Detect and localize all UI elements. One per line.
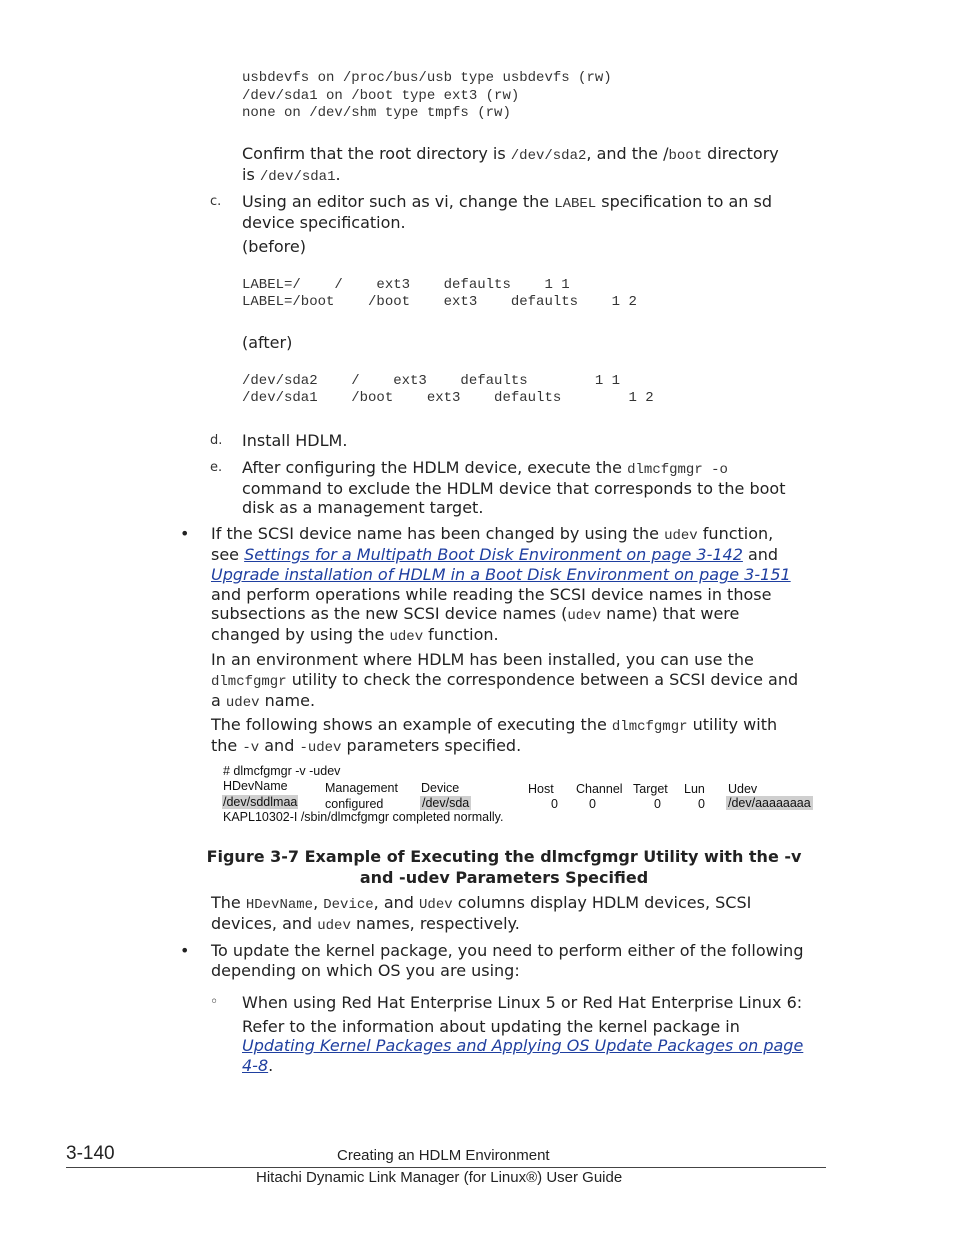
step-c-line2: device specification. <box>242 213 406 232</box>
sub-line2: Refer to the information about updating the kernel package in <box>242 1017 740 1036</box>
footer-divider <box>66 1167 826 1168</box>
inline-code: dlmcfgmgr <box>611 719 688 735</box>
bullet1-para2-line2 <box>211 670 798 692</box>
bullet1-line6 <box>211 625 499 647</box>
step-marker-c: c. <box>210 194 222 209</box>
column-header: Lun <box>684 782 705 796</box>
text: columns display HDLM devices, SCSI <box>452 893 752 912</box>
bullet1-line4: and perform operations while reading the SCSI device names in those <box>211 585 772 604</box>
text: The following shows an example of executing the <box>211 715 612 734</box>
text: . <box>268 1056 274 1075</box>
column-header: Channel <box>576 782 623 796</box>
sub-line3 <box>242 1036 803 1056</box>
code-line: /dev/sda2 / ext3 defaults 1 1 <box>242 373 621 389</box>
text: name. <box>259 691 316 710</box>
inline-code: /dev/sda2 <box>510 148 587 164</box>
sub-line1: When using Red Hat Enterprise Linux 5 or Red Hat Enterprise Linux 6: <box>242 993 803 1012</box>
page-number: 3-140 <box>66 1143 115 1164</box>
text: parameters specified. <box>341 736 522 755</box>
text: After configuring the HDLM device, execute the <box>242 458 628 477</box>
text: Using an editor such as vi, change the <box>242 192 555 211</box>
command-output-screenshot <box>220 762 830 828</box>
table-cell: /dev/sddlmaa <box>223 795 298 809</box>
before-label: (before) <box>242 237 306 256</box>
bullet1-para2-line3 <box>211 691 315 713</box>
text: utility with <box>687 715 778 734</box>
sub-bullet-icon: ◦ <box>210 994 219 1010</box>
code-line: /dev/sda1 on /boot type ext3 (rw) <box>242 88 520 104</box>
code-line: usbdevfs on /proc/bus/usb type usbdevfs (rw) <box>242 70 612 86</box>
text: , <box>313 893 324 912</box>
inline-code: -v <box>242 740 260 756</box>
bullet1-line1 <box>211 524 773 546</box>
inline-code: HDevName <box>245 897 314 913</box>
sub-line4 <box>242 1056 273 1076</box>
table-cell: configured <box>325 797 384 811</box>
text: name) that were <box>600 604 740 623</box>
inline-code: LABEL <box>554 196 597 212</box>
text: utility to check the correspondence between a SCSI device and <box>286 670 799 689</box>
bullet2-line1: To update the kernel package, you need to perform either of the following <box>211 941 804 960</box>
text: Confirm that the root directory is <box>242 144 511 163</box>
column-header: Udev <box>728 782 758 796</box>
text: function. <box>423 625 499 644</box>
text: function, <box>697 524 774 543</box>
step-e-line2: command to exclude the HDLM device that corresponds to the boot <box>242 479 786 498</box>
column-header: HDevName <box>223 779 288 793</box>
bullet1-para3-line2 <box>211 736 521 758</box>
inline-code: udev <box>389 629 424 645</box>
code-line: LABEL=/boot /boot ext3 defaults 1 2 <box>242 294 637 310</box>
link-updating-kernel-packages[interactable]: Updating Kernel Packages and Applying OS Update Packages on page <box>242 1036 804 1055</box>
inline-code: boot <box>668 148 703 164</box>
column-header: Management <box>325 781 398 795</box>
text: is <box>242 165 260 184</box>
text: specification to an sd <box>596 192 772 211</box>
step-c-line1 <box>242 192 772 214</box>
inline-code: udev <box>225 695 260 711</box>
bullet2-line2: depending on which OS you are using: <box>211 961 520 980</box>
step-e-line3: disk as a management target. <box>242 498 484 517</box>
after-figure-line1 <box>211 893 751 915</box>
table-cell: /dev/aaaaaaaa <box>728 796 811 810</box>
text: . <box>335 165 341 184</box>
bullet1-para3-line1 <box>211 715 777 737</box>
link-updating-kernel-packages-page[interactable]: 4-8 <box>242 1056 269 1075</box>
text: and <box>259 736 300 755</box>
status-message: KAPL10302-I /sbin/dlmcfgmgr completed normally. <box>223 810 504 824</box>
after-label: (after) <box>242 333 293 352</box>
inline-code: Device <box>323 897 374 913</box>
table-cell: 0 <box>551 797 558 811</box>
step-marker-e: e. <box>210 460 223 475</box>
table-cell: 0 <box>589 797 596 811</box>
bullet1-line3 <box>211 565 791 585</box>
confirm-paragraph <box>242 144 779 166</box>
bullet-icon: • <box>180 941 190 960</box>
text: If the SCSI device name has been changed by using the <box>211 524 665 543</box>
inline-code: dlmcfgmgr -o <box>627 462 728 478</box>
confirm-paragraph-line2 <box>242 165 341 187</box>
link-upgrade-installation[interactable]: Upgrade installation of HDLM in a Boot Disk Environment on page 3-151 <box>211 565 791 584</box>
text: , and <box>373 893 420 912</box>
command-line: # dlmcfgmgr -v -udev <box>223 764 341 778</box>
text: directory <box>702 144 779 163</box>
inline-code: udev <box>664 528 698 544</box>
bullet-icon: • <box>180 524 190 543</box>
column-header: Target <box>633 782 668 796</box>
inline-code: Udev <box>419 897 453 913</box>
footer-section-title: Creating an HDLM Environment <box>337 1147 550 1164</box>
text: subsections as the new SCSI device names ( <box>211 604 568 623</box>
figure-caption-line2: and -udev Parameters Specified <box>359 868 649 887</box>
code-line: none on /dev/shm type tmpfs (rw) <box>242 105 511 121</box>
table-cell: 0 <box>654 797 661 811</box>
text: see <box>211 545 245 564</box>
text: a <box>211 691 226 710</box>
table-cell: /dev/sda <box>422 796 470 810</box>
step-d-text: Install HDLM. <box>242 431 348 450</box>
inline-code: /dev/sda1 <box>259 169 336 185</box>
text: The <box>211 893 246 912</box>
inline-code: udev <box>567 608 601 624</box>
text: the <box>211 736 243 755</box>
figure-caption: Figure 3-7 Example of Executing the dlmcfgmgr Utility with the -v <box>206 847 802 866</box>
text: and <box>742 545 779 564</box>
step-marker-d: d. <box>210 433 223 448</box>
after-figure-line2 <box>211 914 520 936</box>
inline-code: dlmcfgmgr <box>211 674 287 690</box>
code-line: /dev/sda1 /boot ext3 defaults 1 2 <box>242 390 654 406</box>
inline-code: udev <box>317 918 351 934</box>
bullet1-para2-line1: In an environment where HDLM has been installed, you can use the <box>211 650 754 669</box>
code-line: LABEL=/ / ext3 defaults 1 1 <box>242 277 570 293</box>
link-multipath-boot-disk[interactable]: Settings for a Multipath Boot Disk Environment on page 3-142 <box>244 545 743 564</box>
text: , and the / <box>586 144 669 163</box>
bullet1-line2 <box>211 545 778 565</box>
footer-guide-title: Hitachi Dynamic Link Manager (for Linux®) User Guide <box>256 1169 623 1186</box>
column-header: Host <box>528 782 554 796</box>
table-cell: 0 <box>698 797 705 811</box>
column-header: Device <box>421 781 460 795</box>
text: changed by using the <box>211 625 390 644</box>
bullet1-line5 <box>211 604 739 626</box>
text: names, respectively. <box>350 914 520 933</box>
inline-code: -udev <box>299 740 342 756</box>
text: devices, and <box>211 914 318 933</box>
step-e-line1 <box>242 458 728 480</box>
